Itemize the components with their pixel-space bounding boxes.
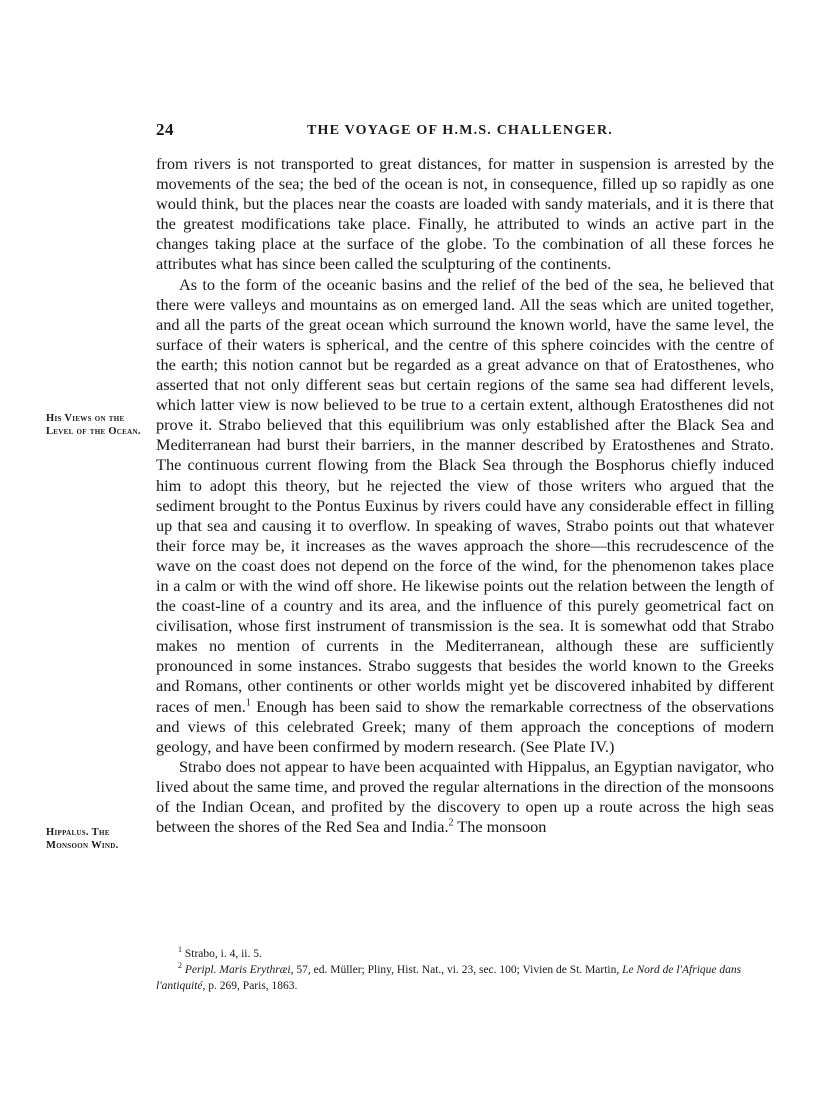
body-text	[156, 154, 774, 837]
paragraph-2-part-b: Enough has been said to show the remarkable correctness of the observations and views of this celebrated Greek; many of them approach the conceptions of modern geology, and have been confirmed by modern research. (See Plate IV.)	[156, 696, 774, 756]
footnotes	[156, 946, 774, 994]
running-title: THE VOYAGE OF H.M.S. CHALLENGER.	[307, 123, 613, 138]
paragraph-2	[156, 275, 774, 757]
footnote-ref-2: 2	[448, 817, 454, 829]
footnote-1	[156, 946, 774, 962]
footnote-1-text: Strabo, i. 4, ii. 5.	[182, 948, 262, 960]
paragraph-3-part-b: The monsoon	[453, 817, 547, 837]
footnote-2-tail: , p. 269, Paris, 1863.	[202, 980, 298, 992]
footnote-2-mark: 2	[178, 961, 182, 971]
page-number: 24	[156, 120, 174, 139]
margin-note-hippalus: Hippalus. The Monsoon Wind.	[46, 827, 119, 851]
footnote-2	[156, 962, 774, 994]
paragraph-1: from rivers is not transported to great distances, for matter in suspension is arrested by the movements of the sea; the bed of the ocean is not, in consequence, filled up so rapidly as one would think, but the places near the coasts are loaded with sandy materials, and it is there that the greatest modifications take place. Finally, he attributed to winds an active part in the changes taking place at the surface of the globe. To the combination of all these forces he attributes what has since been called the sculpturing of the continents.	[156, 154, 774, 274]
footnote-2-text: , 57, ed. Müller; Pliny, Hist. Nat., vi. 23, sec. 100; Vivien de St. Martin,	[290, 964, 623, 976]
margin-note-level-of-ocean: His Views on the Level of the Ocean.	[46, 413, 141, 437]
paragraph-3-part-a: Strabo does not appear to have been acquainted with Hippalus, an Egyptian navigator, who lived about the same time, and proved the regular alternations in the direction of the monsoons of the Indian Ocean, and profited by the discovery to open up a route across the high seas between the shores of the Red Sea and India.	[156, 756, 774, 837]
footnote-1-mark: 1	[178, 945, 182, 955]
paragraph-2-part-a: As to the form of the oceanic basins and the relief of the bed of the sea, he believed that there were valleys and mountains as on emerged land. All the seas which are united together, and all the parts of the great ocean which surround the known world, have the same level, the surface of their waters is spherical, and the centre of this sphere coincides with the centre of the earth; this notion cannot but be regarded as a great advance on that of Eratosthenes, who asserted that not only different seas but certain regions of the same sea had different levels, which latter view is now believed to be true to a certain extent, although Eratosthenes did not prove it. Strabo believed that this equilibrium was only established after the Black Sea and Mediterranean had burst their barriers, in the manner described by Eratosthenes and Strato. The continuous current flowing from the Black Sea through the Bosphorus chiefly induced him to adopt this theory, but he rejected the view of those writers who argued that the sediment brought to the Pontus Euxinus by rivers could have any considerable effect in filling up that sea and causing it to overflow. In speaking of waves, Strabo points out that whatever their force may be, it increases as the waves approach the shore—this recrudescence of the wave on the coast does not depend on the force of the wind, for the phenomenon takes place in a calm or with the wind off shore. He likewise points out the relation between the length of the coast-line of a country and its area, and the influence of this purely geometrical fact on civilisation, whose first instrument of transmission is the sea. It is somewhat odd that Strabo makes no mention of currents in the Mediterranean, although these are sufficiently pronounced in some instances. Strabo suggests that besides the world known to the Greeks and Romans, other continents or other worlds might yet be discovered inhabited by different races of men.	[156, 274, 774, 716]
paragraph-3	[156, 757, 774, 837]
footnote-2-italic-title: Peripl. Maris Erythræi	[182, 964, 291, 976]
footnote-2-italic-book: Le Nord de l'Afrique dans l'antiquité	[156, 964, 742, 992]
footnote-ref-1: 1	[245, 697, 251, 709]
